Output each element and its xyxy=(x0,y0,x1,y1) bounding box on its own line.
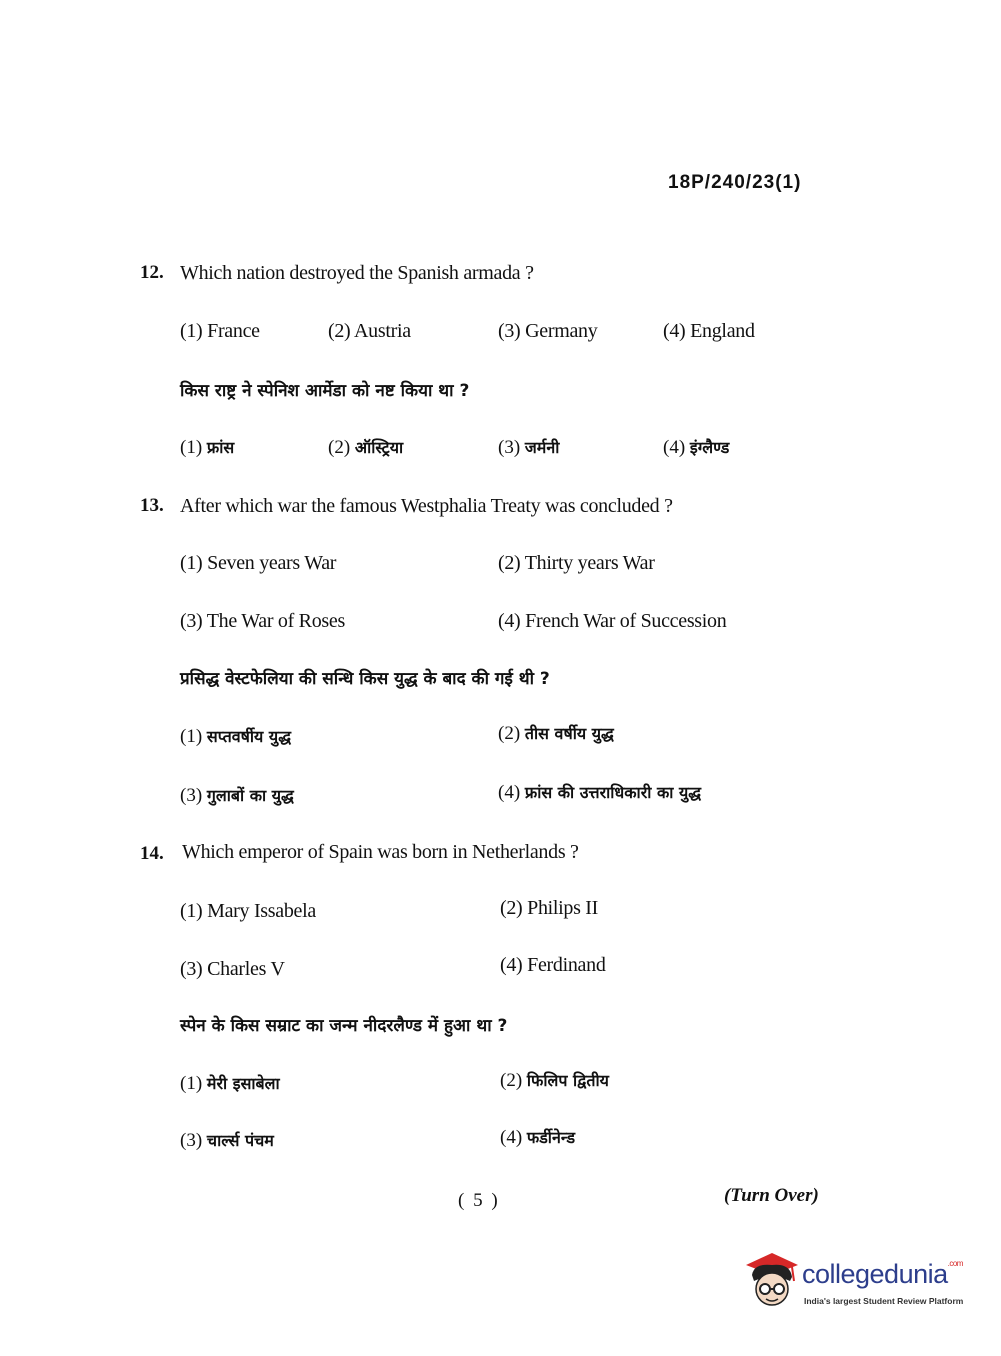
option-hi: (1) मेरी इसाबेला xyxy=(180,1073,280,1094)
option-hi: (3) चार्ल्स पंचम xyxy=(180,1130,274,1151)
collegedunia-logo xyxy=(742,1247,972,1317)
question-number: 13. xyxy=(140,495,164,516)
option-en: (1) Seven years War xyxy=(180,552,337,574)
option-hi: (4) इंग्लैण्ड xyxy=(663,437,730,458)
question-number: 12. xyxy=(140,262,164,283)
option-hi: (1) सप्तवर्षीय युद्ध xyxy=(180,726,291,747)
question-text-en: Which nation destroyed the Spanish armada ? xyxy=(180,262,534,284)
option-en: (2) Philips II xyxy=(500,897,599,919)
brand-tagline: India's largest Student Review Platform xyxy=(804,1296,964,1306)
option-hi: (3) जर्मनी xyxy=(498,437,560,458)
mascot-icon xyxy=(742,1247,802,1317)
question-text-hi: स्पेन के किस सम्राट का जन्म नीदरलैण्ड में हुआ था ? xyxy=(180,1016,508,1036)
paper-code: 18P/240/23(1) xyxy=(668,172,802,193)
page-number: ( 5 ) xyxy=(458,1190,500,1211)
question-text-en: Which emperor of Spain was born in Netherlands ? xyxy=(182,841,579,863)
option-hi: (1) फ्रांस xyxy=(180,437,235,458)
option-hi: (2) फिलिप द्वितीय xyxy=(500,1070,609,1091)
option-en: (2) Thirty years War xyxy=(498,552,655,574)
option-en: (2) Austria xyxy=(328,320,411,342)
option-en: (3) Germany xyxy=(498,320,598,342)
question-number: 14. xyxy=(140,843,164,864)
option-hi: (2) ऑस्ट्रिया xyxy=(328,437,404,458)
turn-over-note: (Turn Over) xyxy=(724,1185,819,1206)
option-en: (1) France xyxy=(180,320,260,342)
option-en: (3) Charles V xyxy=(180,958,285,980)
question-text-hi: किस राष्ट्र ने स्पेनिश आर्मेडा को नष्ट किया था ? xyxy=(180,381,470,401)
option-hi: (4) फ्रांस की उत्तराधिकारी का युद्ध xyxy=(498,782,702,803)
question-text-en: After which war the famous Westphalia Treaty was concluded ? xyxy=(180,495,673,517)
option-en: (4) Ferdinand xyxy=(500,954,606,976)
option-en: (3) The War of Roses xyxy=(180,610,345,632)
option-en: (1) Mary Issabela xyxy=(180,900,316,922)
option-en: (4) England xyxy=(663,320,755,342)
brand-name: collegedunia$^{.com}$ xyxy=(802,1259,963,1289)
option-hi: (4) फर्डीनेन्ड xyxy=(500,1127,576,1148)
option-hi: (2) तीस वर्षीय युद्ध xyxy=(498,723,614,744)
option-hi: (3) गुलाबों का युद्ध xyxy=(180,785,294,806)
question-text-hi: प्रसिद्ध वेस्टफेलिया की सन्धि किस युद्ध के बाद की गई थी ? xyxy=(180,669,550,689)
option-en: (4) French War of Succession xyxy=(498,610,727,632)
